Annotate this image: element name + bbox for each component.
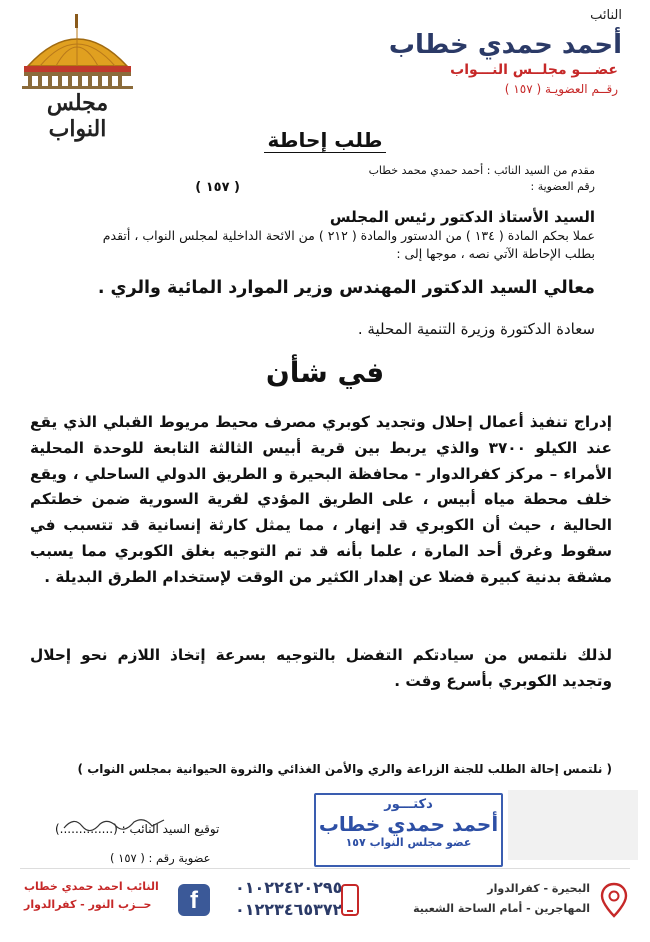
footer-address-1: البحيرة - كفرالدوار [487, 882, 590, 895]
mp-title: النائب [590, 8, 622, 23]
logo-text: مجلس النواب [46, 90, 109, 142]
facebook-icon[interactable]: f [178, 884, 210, 916]
committee-referral: ( نلتمس إحالة الطلب للجنة الزراعة والري والأمن الغذائي والثروة الحيوانية بمجلس النواب ) [77, 762, 612, 776]
phone-number-1: ٠١٠٢٢٤٢٠٢٩٥ [235, 878, 343, 897]
signature-membership: عضوية رقم : ( ١٥٧ ) [110, 851, 211, 865]
location-pin-icon [600, 882, 628, 918]
signature-label: توقيع السيد النائب : (..............) [55, 822, 220, 836]
mp-role: عضـــو مجلــس النـــواب [450, 62, 618, 78]
footer-address-2: المهاجرين - أمام الساحة الشعبية [413, 902, 590, 915]
mp-name: أحمد حمدي خطاب [388, 30, 622, 60]
request-body: إدراج تنفيذ أعمال إحلال وتجديد كوبري مصرف محيط مريوط القبلي الذي يقع عند الكيلو ٣٧٠٠ والذي يربط بين قرية أبيس الثالثة التابعة للوحدة المحلية الأمراء – مركز كفرالدوار - محافظة البحيرة و الطريق الدولي الساحلي ، ويقع خلف محطة مياه أبيس ، على الطريق المؤدي لقرية السورية ضمن خطتكم الحالية ، حيث أن الكوبري قد إنهار ، مما يمثل كارثة إنسانية قد تتسبب في سقوط وغرق أحد المارة ، علما بأنه قد تم التوجيه بغلق الكوبري مما يسبب مشقة بدنية كبيرة فضلا عن إهدار الكثير من الوقت لإستخدام الطرق البديلة . [30, 413, 612, 586]
addressee-minister: معالي السيد الدكتور المهندس وزير الموارد المائية والري . [97, 278, 595, 298]
legal-basis-line: عملا بحكم المادة ( ١٣٤ ) من الدستور والمادة ( ٢١٢ ) من الائحة الداخلية لمجلس النواب ، أتقدم [102, 228, 595, 243]
mobile-phone-icon [340, 884, 360, 916]
stamp-title: دكتـــور [384, 797, 433, 812]
request-conclusion: لذلك نلتمس من سيادتكم التفضل بالتوجيه بسرعة إتخاذ اللازم نحو إحلال وتجديد الكوبري بأسرع وقت . [30, 646, 612, 690]
handwritten-signature [60, 812, 170, 836]
membership-number: ( ١٥٧ ) [195, 180, 240, 195]
mp-membership: رقــم العضويـة ( ١٥٧ ) [504, 82, 618, 96]
footer-mp-name: النائب احمد حمدي خطاب [24, 880, 159, 893]
parliament-logo [20, 14, 135, 142]
footer-divider [20, 868, 630, 869]
addressee-minister-2: سعادة الدكتورة وزيرة التنمية المحلية . [357, 320, 595, 338]
footer-party: حــزب النور - كفرالدوار [24, 898, 152, 911]
membership-label: رقم العضوية : [530, 180, 595, 193]
mp-stamp [314, 793, 503, 867]
request-title-text: طلب إحاطة [264, 128, 387, 153]
watermark-ghost [508, 790, 638, 860]
phone-number-2: ٠١٢٢٣٤٦٥٣٧٢ [235, 900, 343, 919]
submitted-by: مقدم من السيد النائب : أحمد حمدي محمد خطاب [368, 164, 595, 177]
speaker-salutation: السيد الأستاذ الدكتور رئيس المجلس [329, 208, 595, 226]
stamp-role: عضو مجلس النواب ١٥٧ [345, 836, 472, 849]
request-title [0, 128, 650, 152]
stamp-name: أحمد حمدي خطاب [318, 812, 499, 836]
addressed-to-line: بطلب الإحاطة الآتي نصه ، موجها إلى : [396, 246, 595, 261]
regarding-heading: في شأن [265, 356, 385, 389]
